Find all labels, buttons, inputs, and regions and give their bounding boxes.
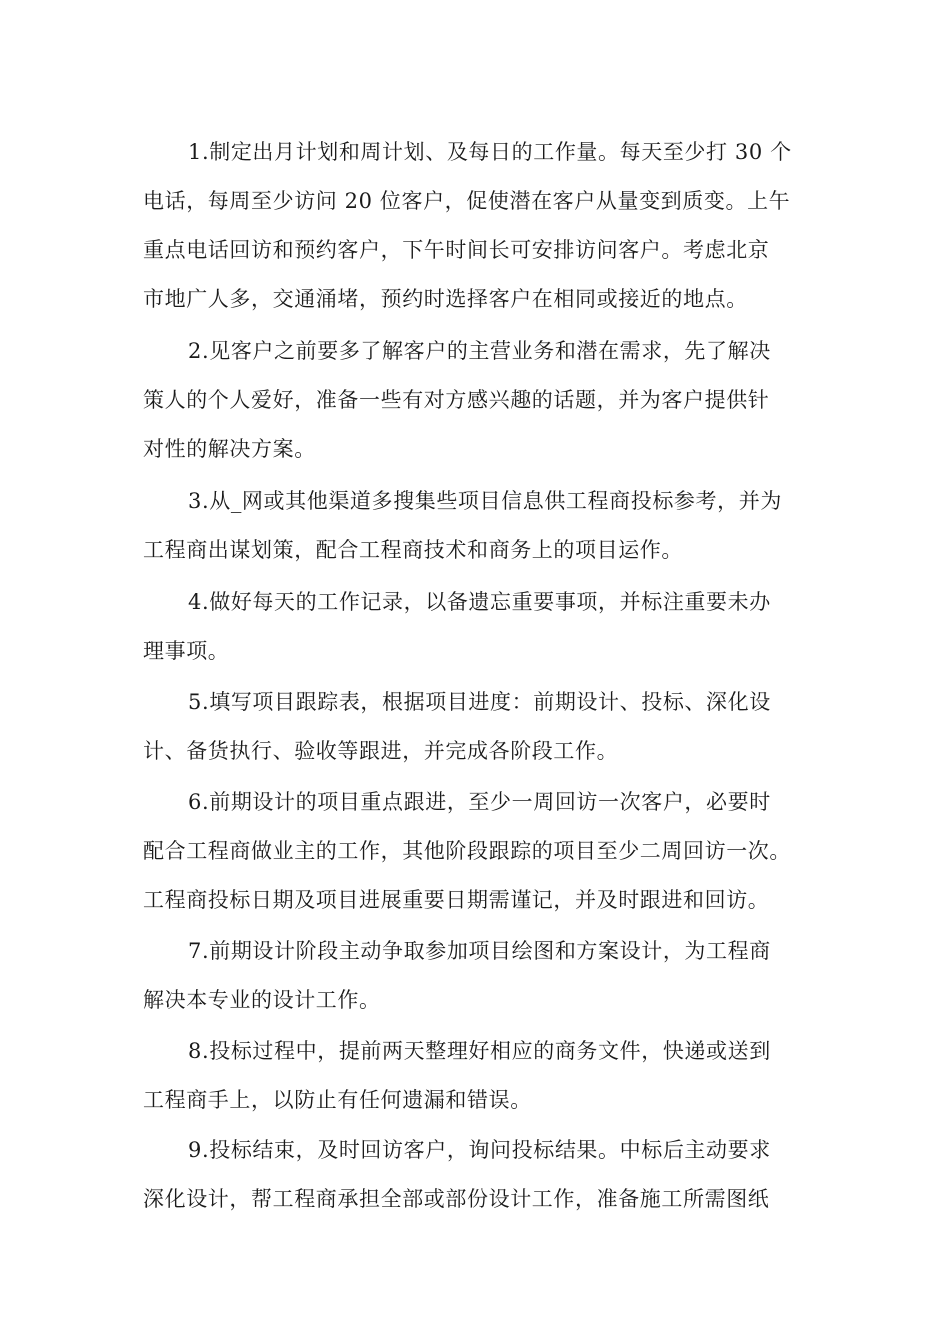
text-line: 4.做好每天的工作记录，以备遗忘重要事项，并标注重要未办 bbox=[188, 590, 771, 614]
text-line: 工程商手上，以防止有任何遗漏和错误。 bbox=[143, 1088, 532, 1112]
text-line: 对性的解决方案。 bbox=[143, 437, 316, 461]
text-line: 2.见客户之前要多了解客户的主营业务和潜在需求，先了解决 bbox=[188, 339, 771, 363]
text-line: 配合工程商做业主的工作，其他阶段跟踪的项目至少二周回访一次。 bbox=[143, 839, 791, 863]
text-line: 电话，每周至少访问 20 位客户，促使潜在客户从量变到质变。上午 bbox=[143, 189, 791, 213]
text-line: 深化设计，帮工程商承担全部或部份设计工作，准备施工所需图纸 bbox=[143, 1187, 770, 1211]
text-line: 工程商投标日期及项目进展重要日期需谨记，并及时跟进和回访。 bbox=[143, 888, 770, 912]
text-line: 3.从_网或其他渠道多搜集些项目信息供工程商投标参考，并为 bbox=[188, 489, 782, 513]
text-line: 重点电话回访和预约客户，下午时间长可安排访问客户。考虑北京 bbox=[143, 238, 770, 262]
text-line: 7.前期设计阶段主动争取参加项目绘图和方案设计，为工程商 bbox=[188, 939, 771, 963]
text-line: 解决本专业的设计工作。 bbox=[143, 988, 381, 1012]
text-line: 9.投标结束，及时回访客户，询问投标结果。中标后主动要求 bbox=[188, 1138, 771, 1162]
text-line: 策人的个人爱好，准备一些有对方感兴趣的话题，并为客户提供针 bbox=[143, 388, 770, 412]
text-line: 计、备货执行、验收等跟进，并完成各阶段工作。 bbox=[143, 739, 619, 763]
text-line: 6.前期设计的项目重点跟进，至少一周回访一次客户，必要时 bbox=[188, 790, 771, 814]
text-line: 5.填写项目跟踪表，根据项目进度：前期设计、投标、深化设 bbox=[188, 690, 771, 714]
text-line: 8.投标过程中，提前两天整理好相应的商务文件，快递或送到 bbox=[188, 1039, 771, 1063]
text-line: 1.制定出月计划和周计划、及每日的工作量。每天至少打 30 个 bbox=[188, 140, 792, 164]
text-line: 市地广人多，交通涌堵，预约时选择客户在相同或接近的地点。 bbox=[143, 287, 748, 311]
text-line: 工程商出谋划策，配合工程商技术和商务上的项目运作。 bbox=[143, 538, 683, 562]
text-line: 理事项。 bbox=[143, 639, 230, 663]
